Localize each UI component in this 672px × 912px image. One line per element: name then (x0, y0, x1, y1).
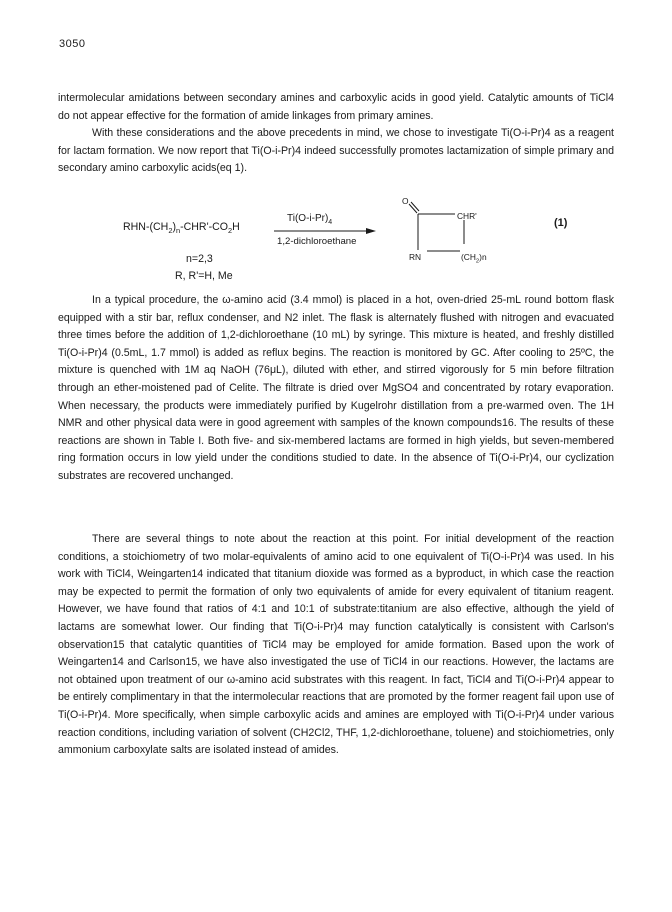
carbonyl-bond-1 (409, 204, 417, 213)
equation-number: (1) (554, 217, 568, 229)
ch2n-label: $(CH_2)n$ (461, 252, 487, 265)
paragraph-2: With these considerations and the above precedents in mind, we chose to investigate Ti(O-i-Pr)4 as a reagent for lactam formation. We now report that Ti(O-i-Pr)4 indeed successfully promotes lactamization of simple primary and secondary amino carboxylic acids(eq 1). (58, 127, 614, 175)
paragraph-3: In a typical procedure, the ω-amino acid (3.4 mmol) is placed in a hot, oven-dried 25-mL round bottom flask equipped with a stir bar, reflux condenser, and N2 inlet. The flask is alternately flushed with nitrogen and evacuated three times before the addition of 1,2-dichloroethane (10 mL) by syringe. This mixture is heated, and freshly distilled Ti(O-i-Pr)4 (0.5mL, 1.7 mmol) is added as reflux begins. The reaction is monitored by GC. After cooling to 25ºC, the mixture is quenched with 1M aq NaOH (76μL), diluted with ether, and stirred vigorously for 5 min before filtration through an ether-moistened pad of Celite. The filtrate is dried over MgSO4 and concentrated by rotary evaporation. When necessary, the products were immediately purified by Kugelrohr distillation from a pre-warmed oven. The 1H NMR and other physical data were in good agreement with samples of the known compounds16. The results of these reactions are shown in Table I. Both five- and six-membered lactams are formed in high yields, but seven-membered ring formation occurs in low yield under the conditions studied to date. In the absence of Ti(O-i-Pr)4, our cyclization substrates are recovered unchanged. (58, 294, 614, 482)
page-number: 3050 (59, 38, 86, 50)
carbonyl-bond-2 (411, 202, 419, 211)
oxygen-label: O (402, 196, 409, 206)
reactant-formula: RHN-$(CH_2)_n-CHR'-CO_2H$ (123, 221, 240, 236)
paragraph-4: There are several things to note about the reaction at this point. For initial development of the reaction conditions, a stoichiometry of two molar-equivalents of amino acid to one equivalent of Ti(O-i-Pr)4 was used. In his work with TiCl4, Weingarten14 indicated that titanium dioxide was formed as a byproduct, in which case the reaction may be expected to permit the formation of only two equivalents of amide for every equivalent of titanium reagent. However, we have found that ratios of 4:1 and 10:1 of substrate:titanium are also effective, although the yield of lactams are somewhat lower. Our finding that Ti(O-i-Pr)4 may function catalytically is consistent with Carlson's observation15 that catalytic quantities of TiCl4 may be employed for amide formation. Based upon the work of Weingarten14 and Carlson15, we have also investigated the use of TiCl4 in our reactions. However, the lactams are not obtained upon treatment of our ω-amino acid substrates with this reagent. In fact, TiCl4 and Ti(O-i-Pr)4 appear to be entirely complimentary in that the intermolecular reactions that are promoted by the former reagent fail upon use of Ti(O-i-Pr)4. More specifically, when simple carboxylic acids and amines are employed with Ti(O-i-Pr)4 under various reaction conditions, including variation of solvent (CH2Cl2, THF, 1,2-dichloroethane, toluene) and stoichiometries, only ammonium carboxylate salts are isolated instead of amides. (58, 533, 614, 757)
paragraph-1: intermolecular amidations between secondary amines and carboxylic acids in good yield. Catalytic amounts of TiCl4 do not appear effective for the formation of amide linkages from primary amines. (58, 92, 614, 122)
condition-r: R, R'=H, Me (175, 270, 233, 282)
reagent-label: $Ti(O-i-Pr)_4$ (287, 213, 333, 226)
condition-n: n=2,3 (186, 253, 213, 265)
solvent-label: 1,2-dichloroethane (277, 236, 357, 247)
chr-label: CHR' (457, 211, 477, 221)
reaction-arrowhead (366, 228, 376, 234)
rn-label: RN (409, 252, 422, 262)
